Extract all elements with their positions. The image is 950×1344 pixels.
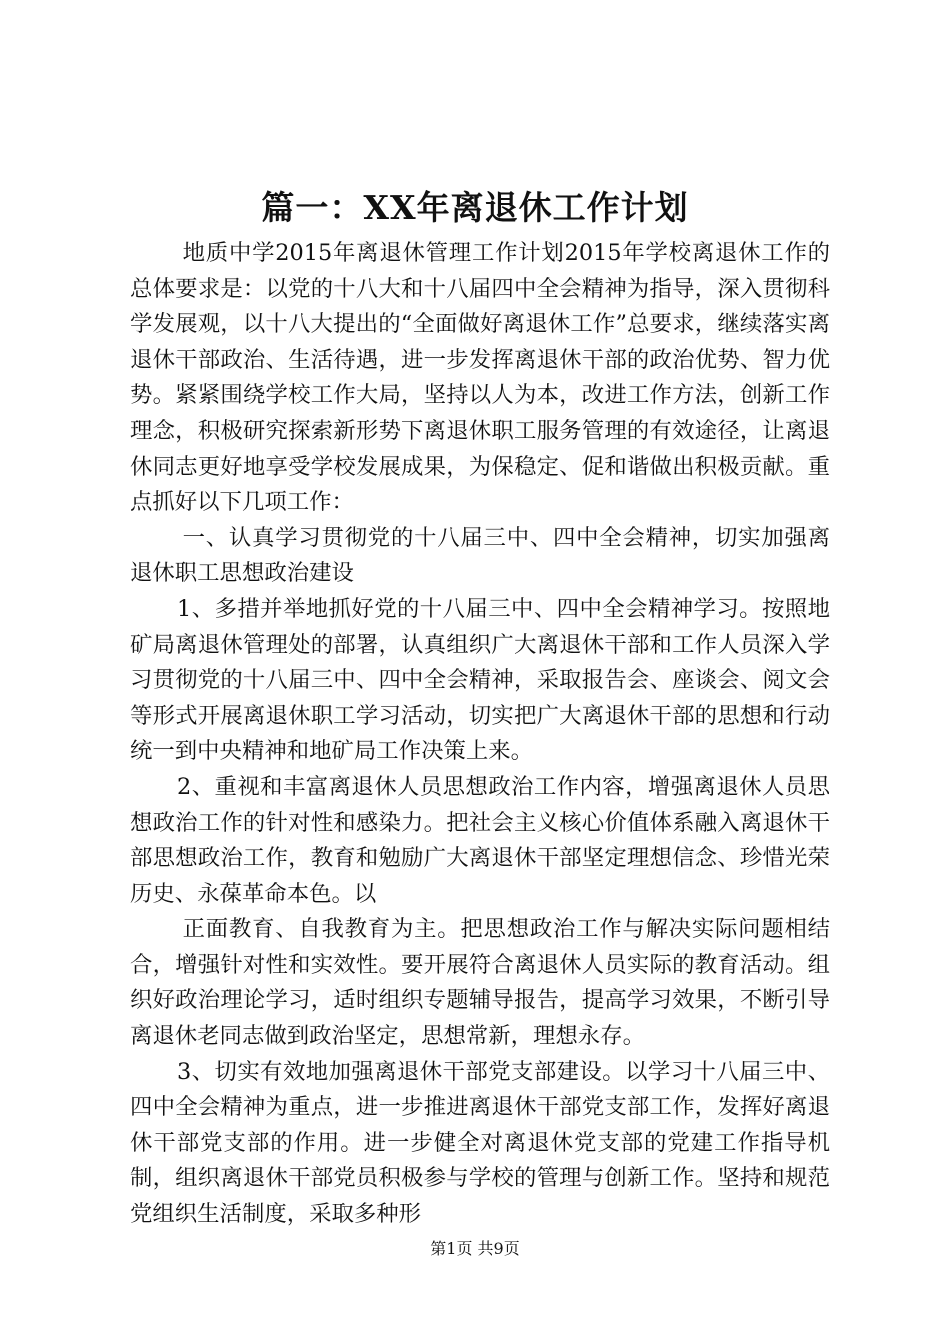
- page-footer: [0, 1238, 950, 1260]
- paragraph-section-heading-1: 一、认真学习贯彻党的十八届三中、四中全会精神，切实加强离退休职工思想政治建设: [130, 524, 830, 587]
- paragraph-intro: 地质中学2015年离退休管理工作计划2015年学校离退休工作的总体要求是：以党的十八大和十八届四中全会精神为指导，深入贯彻科学发展观，以十八大提出的“全面做好离退休工作”总要求，继续落实离退休干部政治、生活待遇，进一步发挥离退休干部的政治优势、智力优势。紧紧围绕学校工作大局，坚持以人为本，改进工作方法，创新工作理念，积极研究探索新形势下离退休职工服务管理的有效途径，让离退休同志更好地享受学校发展成果，为保稳定、促和谐做出积极贡献。重点抓好以下几项工作：: [130, 240, 830, 516]
- paragraph-item-2-continued: 正面教育、自我教育为主。把思想政治工作与解决实际问题相结合，增强针对性和实效性。要开展符合离退休人员实际的教育活动。组织好政治理论学习，适时组织专题辅导报告，提高学习效果，不断引导离退休老同志做到政治坚定，思想常新，理想永存。: [130, 916, 830, 1050]
- paragraph-item-3: 3、切实有效地加强离退休干部党支部建设。以学习十八届三中、四中全会精神为重点，进一步推进离退休干部党支部工作，发挥好离退休干部党支部的作用。进一步健全对离退休党支部的党建工作指导机制，组织离退休干部党员积极参与学校的管理与创新工作。坚持和规范党组织生活制度，采取多种形: [130, 1058, 830, 1228]
- document-title: 篇一：XX年离退休工作计划: [261, 188, 689, 227]
- page-number: 第1页: [430, 1239, 473, 1258]
- paragraph-item-2: 2、重视和丰富离退休人员思想政治工作内容，增强离退休人员思想政治工作的针对性和感染力。把社会主义核心价值体系融入离退休干部思想政治工作，教育和勉励广大离退休干部坚定理想信念、珍惜光荣历史、永葆革命本色。以: [130, 773, 830, 907]
- paragraph-item-1: 1、多措并举地抓好党的十八届三中、四中全会精神学习。按照地矿局离退休管理处的部署，认真组织广大离退休干部和工作人员深入学习贯彻党的十八届三中、四中全会精神，采取报告会、座谈会、阅文会等形式开展离退休职工学习活动，切实把广大离退休干部的思想和行动统一到中央精神和地矿局工作决策上来。: [130, 595, 830, 765]
- document-body: [130, 236, 830, 1233]
- page-total: 共9页: [477, 1239, 520, 1258]
